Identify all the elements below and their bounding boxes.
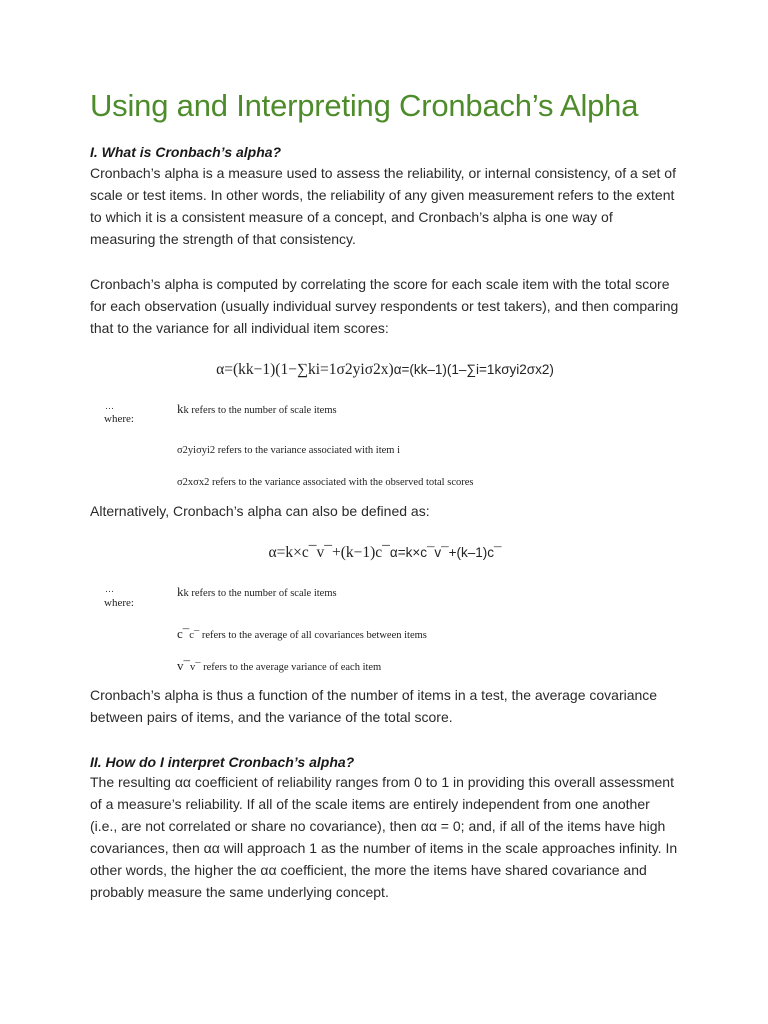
- interpretation-paragraph: The resulting αα coefficient of reliability ranges from 0 to 1 in providing this overall assessment of a measure’s reliability. If all of the scale items are entirely independent from one another (i.e., are not correlated or share no covariance), then αα = 0; and, if all of the items have high covariances, then αα will approach 1 as the number of items in the scale approaches infinity. In other words, the higher the αα coefficient, the more the items have shared covariance and probably measure the same underlying concept.: [90, 774, 678, 900]
- formula-1-ellipsis: …: [105, 401, 114, 411]
- intro-paragraph: Cronbach’s alpha is a measure used to assess the reliability, or internal consistency, of a set of scale or test items. In other words, the reliability of any given measurement refers to the extent to which it is a consistent measure of a concept, and Cronbach’s alpha is one way of measuring the strength of that consistency.: [90, 165, 676, 247]
- computation-paragraph: Cronbach’s alpha is computed by correlating the score for each scale item with the total score for each observation (usually individual survey respondents or test takers), and then comparing that to the variance for all individual item scores:: [90, 276, 679, 336]
- def-k-symbol: k: [177, 401, 184, 416]
- alpha-formula-2-plain: α=k×c¯v¯+(k–1)c¯: [389, 545, 502, 560]
- def-c-text: c¯ refers to the average of all covariances between items: [189, 630, 427, 641]
- alpha-formula-1-math: α=(kk−1)(1−∑ki=1σ2yiσ2x): [216, 361, 394, 378]
- def-c-symbol: c¯: [177, 626, 190, 641]
- alpha-formula-1: [90, 361, 680, 379]
- formula-2-def-c: [177, 626, 427, 642]
- alpha-formula-2: [90, 544, 680, 562]
- formula-2-where-label: where:: [104, 597, 134, 609]
- def-v-symbol: v¯: [177, 658, 190, 673]
- section-heading-interpret: II. How do I interpret Cronbach’s alpha?: [90, 754, 355, 770]
- formula-1-def-sigma-x: σ2xσx2 refers to the variance associated with the observed total scores: [177, 477, 474, 488]
- page-title: Using and Interpreting Cronbach’s Alpha: [90, 88, 639, 123]
- alpha-formula-1-plain: α=(kk–1)(1–∑i=1kσyi2σx2): [393, 362, 554, 377]
- def-k-text: k refers to the number of scale items: [183, 405, 337, 416]
- formula-1-where-label: where:: [104, 413, 134, 425]
- formula-1-def-k: [177, 401, 337, 417]
- def-v-text: v¯ refers to the average variance of each item: [190, 662, 382, 673]
- formula-2-def-v: [177, 658, 381, 674]
- formula-2-ellipsis: …: [105, 584, 114, 594]
- def2-k-symbol: k: [177, 584, 184, 599]
- def2-k-text: k refers to the number of scale items: [183, 588, 337, 599]
- formula-2-def-k: [177, 584, 337, 600]
- formula-1-def-sigma-y: σ2yiσyi2 refers to the variance associated with item i: [177, 445, 400, 456]
- section-heading-what-is: I. What is Cronbach’s alpha?: [90, 144, 282, 160]
- summary-paragraph: Cronbach’s alpha is thus a function of the number of items in a test, the average covariance between pairs of items, and the variance of the total score.: [90, 687, 658, 725]
- alternative-definition-intro: Alternatively, Cronbach’s alpha can also be defined as:: [90, 503, 430, 519]
- alpha-formula-2-math: α=k×c¯v¯+(k−1)c¯: [268, 544, 390, 561]
